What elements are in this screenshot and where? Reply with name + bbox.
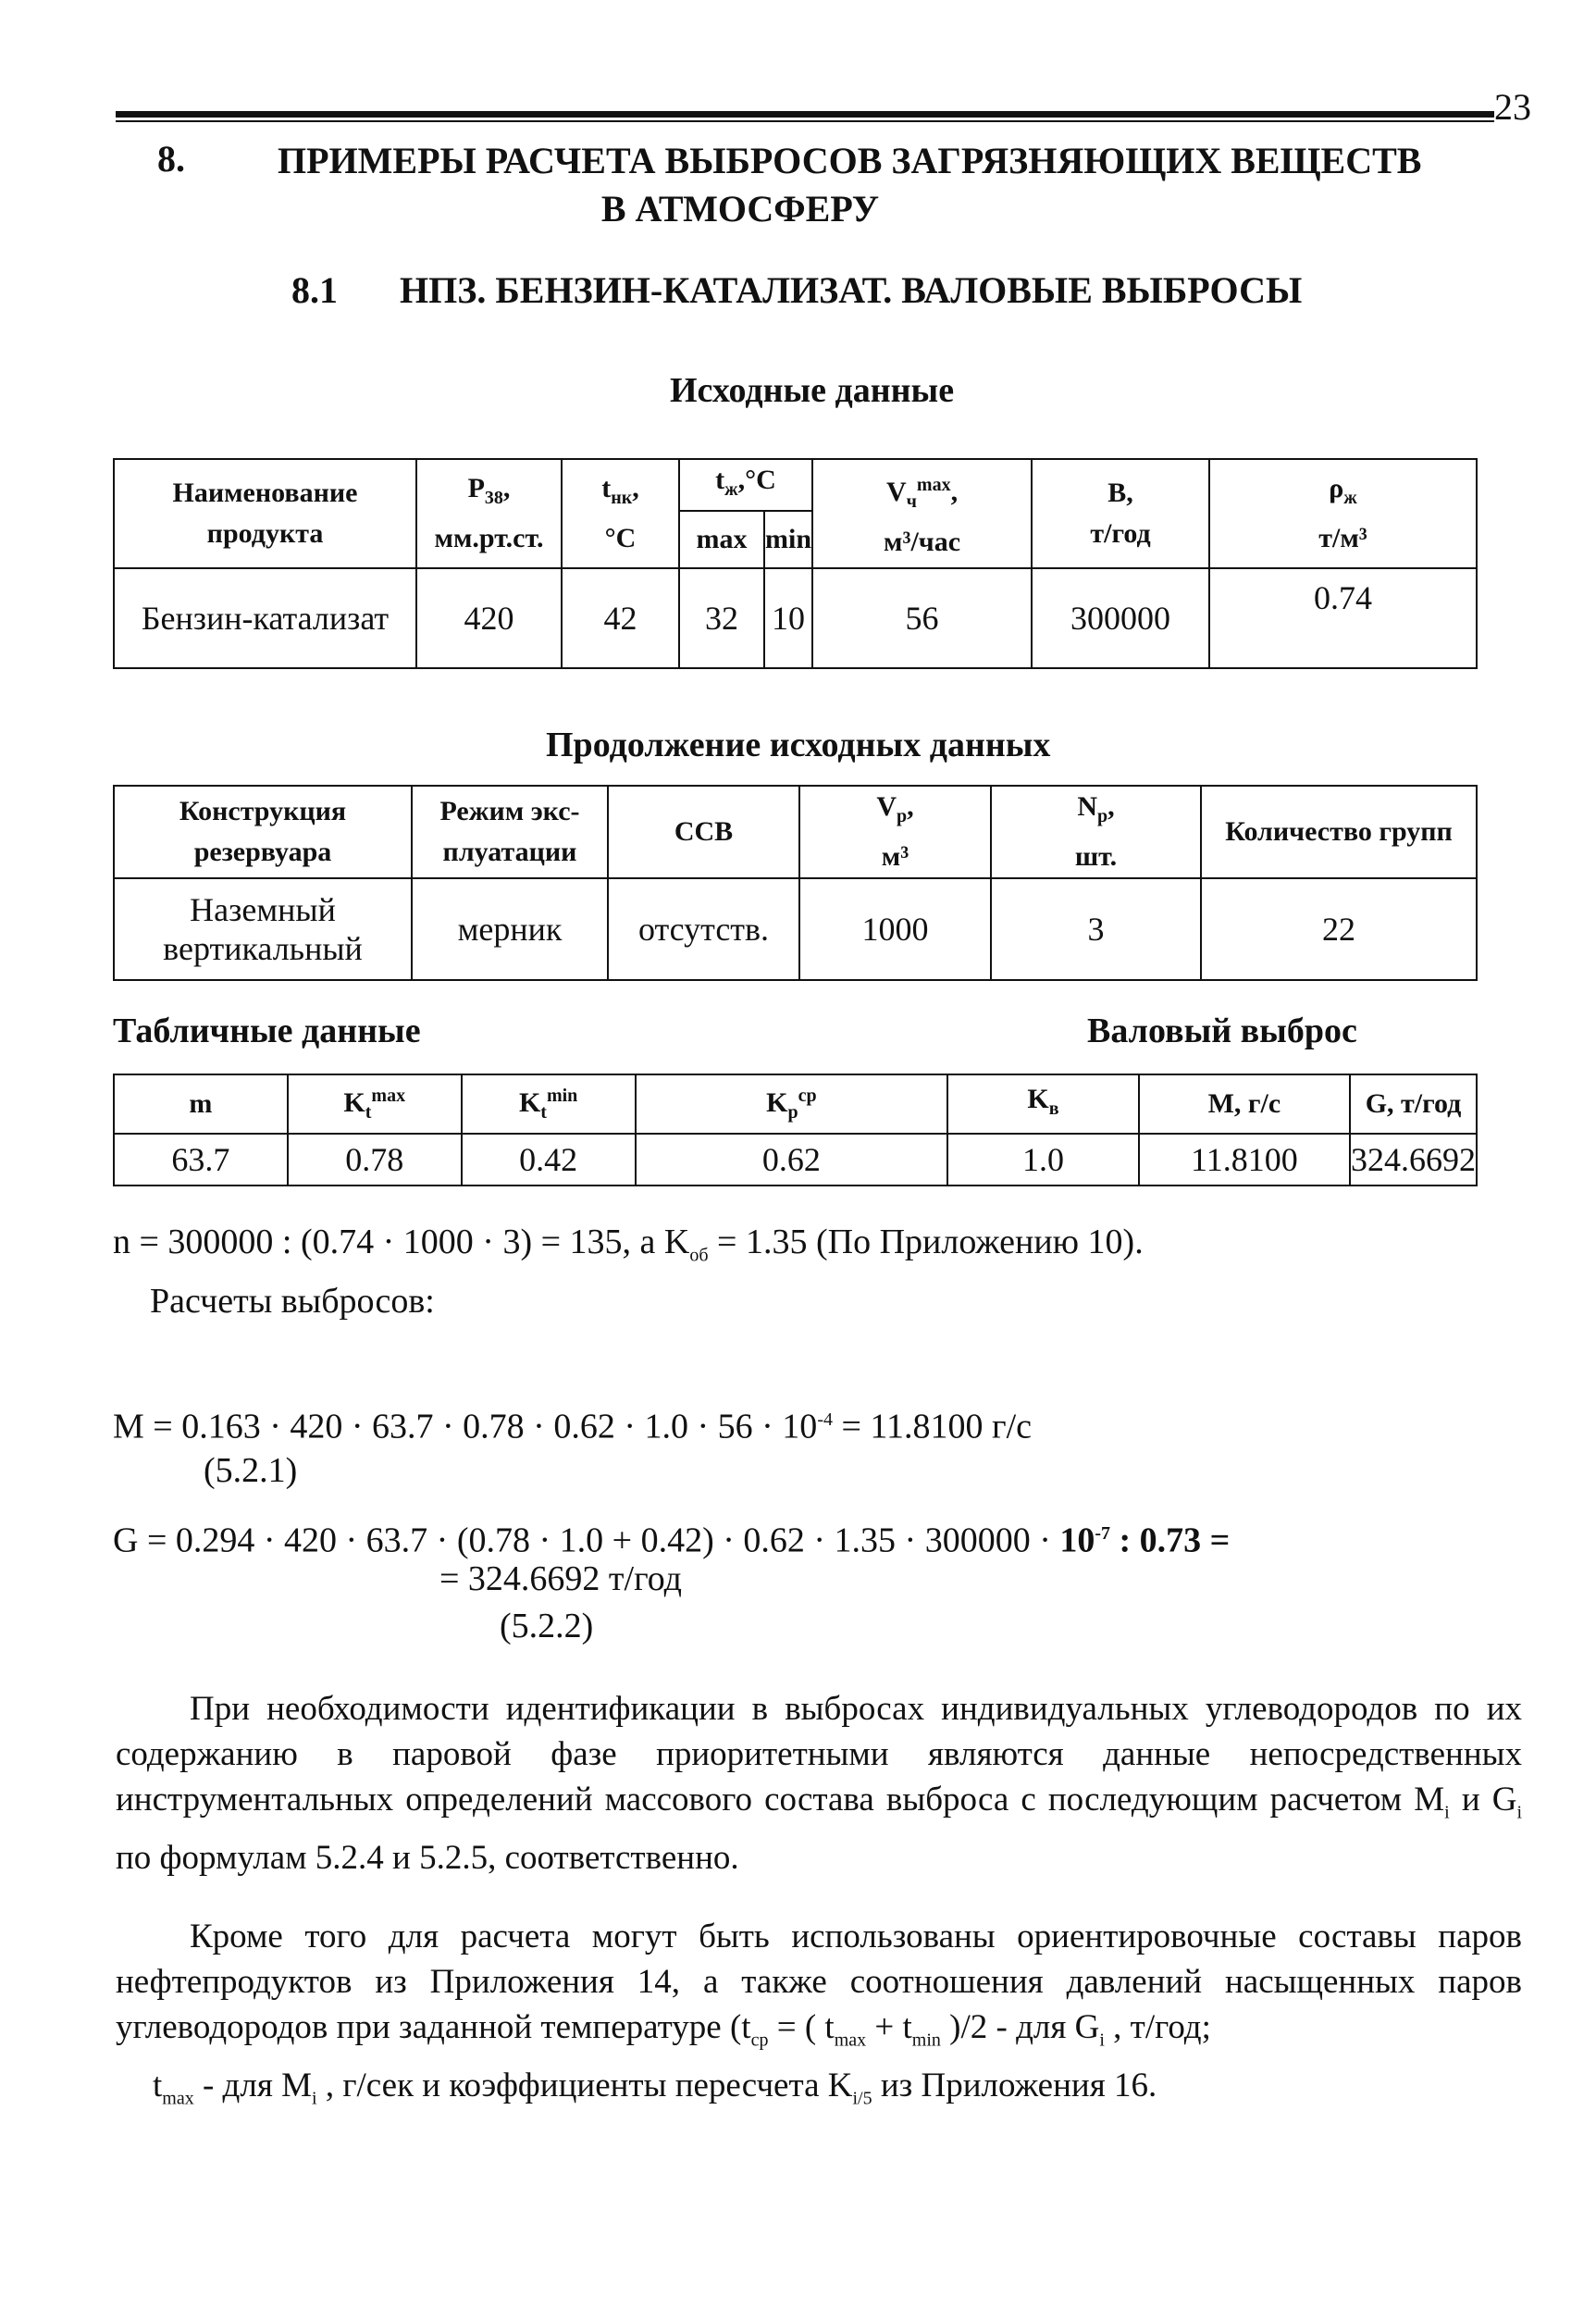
- t2-h-construction: Конструкция резервуара: [114, 786, 412, 878]
- t1-h-b: B, т/год: [1032, 459, 1209, 568]
- t3-ktmax: 0.78: [288, 1134, 462, 1186]
- t1-vch: 56: [812, 568, 1032, 668]
- t2-mode: мерник: [412, 878, 608, 980]
- table1-caption: Исходные данные: [670, 371, 955, 410]
- table3-caption-left: Табличные данные: [113, 1012, 421, 1050]
- t1-h-tmin: min: [764, 511, 812, 568]
- header-rule: [116, 111, 1494, 118]
- table2-caption: Продолжение исходных данных: [546, 726, 1051, 764]
- table1: [113, 458, 1478, 669]
- subsection-number: 8.1: [291, 269, 338, 311]
- t3-h-G: G, т/год: [1350, 1074, 1477, 1134]
- subsection-title: НПЗ. БЕНЗИН-КАТАЛИЗАТ. ВАЛОВЫЕ ВЫБРОСЫ: [400, 269, 1303, 311]
- t3-ktmin: 0.42: [462, 1134, 636, 1186]
- t3-M: 11.8100: [1139, 1134, 1350, 1186]
- t3-kpsr: 0.62: [636, 1134, 948, 1186]
- section-title: [278, 137, 1508, 233]
- t3-h-M: M, г/с: [1139, 1074, 1350, 1134]
- t1-tnk: 42: [562, 568, 679, 668]
- t3-kv: 1.0: [947, 1134, 1139, 1186]
- t3-h-m: m: [114, 1074, 288, 1134]
- t1-tmax: 32: [679, 568, 764, 668]
- t3-G: 324.6692: [1350, 1134, 1477, 1186]
- t3-m: 63.7: [114, 1134, 288, 1186]
- t1-h-p38: $P_{38}$, мм.рт.ст.: [416, 459, 562, 568]
- t3-h-kv: $K_в$: [947, 1074, 1139, 1134]
- t3-h-ktmin: $K_t^{min}$: [462, 1074, 636, 1134]
- g-formula-result: = 324.6692 т/год: [439, 1559, 682, 1598]
- t1-b: 300000: [1032, 568, 1209, 668]
- t2-ssv: отсутств.: [608, 878, 799, 980]
- t2-h-ssv: ССВ: [608, 786, 799, 878]
- header-rule-thin: [116, 120, 1494, 122]
- section-title-line2: В АТМОСФЕРУ: [600, 188, 880, 230]
- t1-name: Бензин-катализат: [114, 568, 416, 668]
- m-formula-ref: (5.2.1): [204, 1451, 298, 1490]
- t2-vr: 1000: [799, 878, 991, 980]
- table3-caption-right: Валовый выброс: [1087, 1012, 1357, 1050]
- t1-h-name: Наименование продукта: [114, 459, 416, 568]
- t1-h-vch: $V_ч^{max}$, м³/час: [812, 459, 1032, 568]
- paragraph-1: При необходимости идентификации в выбросах индивидуальных углеводородов по их содержанию в паровой фазе приоритетными являются данные непосредственных инструментальных определений массового состава выброса с последующим расчетом $M_i$ и $G_i$ по формулам 5.2.4 и 5.2.5, соответственно.: [116, 1690, 1522, 1878]
- t2-h-nr: $N_р$, шт.: [991, 786, 1201, 878]
- t1-h-tzh: $t_ж,^\circ С$: [679, 459, 812, 511]
- table3: [113, 1074, 1478, 1186]
- page-number: 23: [1494, 86, 1531, 128]
- t1-p38: 420: [416, 568, 562, 668]
- t3-h-ktmax: $K_t^{max}$: [288, 1074, 462, 1134]
- g-formula: $G = 0.294 \cdot 420 \cdot 63.7 \cdot (0.78 \cdot 1.0 + 0.42) \cdot 0.62 \cdot 1.35 \cdot 300000 \cdot 10^{-7}$ : 0.73 =: [113, 1521, 1231, 1560]
- section-number: 8.: [157, 138, 185, 180]
- table2: [113, 785, 1478, 981]
- calc-label: Расчеты выбросов:: [150, 1282, 435, 1321]
- t2-construction: Наземный вертикальный: [114, 878, 412, 980]
- t2-h-vr: $V_р$, м³: [799, 786, 991, 878]
- m-formula: $M = 0.163 \cdot 420 \cdot 63.7 \cdot 0.78 \cdot 0.62 \cdot 1.0 \cdot 56 \cdot 10^{-4} = 11.8100$ г/с: [113, 1407, 1033, 1446]
- t3-h-kpsr: $K_p^{ср}$: [636, 1074, 948, 1134]
- t1-h-tmax: max: [679, 511, 764, 568]
- g-formula-ref: (5.2.2): [500, 1607, 594, 1645]
- t2-groups: 22: [1201, 878, 1477, 980]
- section-title-line1: ПРИМЕРЫ РАСЧЕТА ВЫБРОСОВ ЗАГРЯЗНЯЮЩИХ ВЕЩЕСТВ: [278, 140, 1422, 181]
- t2-nr: 3: [991, 878, 1201, 980]
- t1-tmin: 10: [764, 568, 812, 668]
- t1-h-tnk: $t_{нк}$, °С: [562, 459, 679, 568]
- t1-rho: 0.74: [1209, 568, 1477, 668]
- t2-h-mode: Режим экс-плуатации: [412, 786, 608, 878]
- n-calc-line: n = 300000 : (0.74 · 1000 · 3) = 135, а $K_{об} = 1.35$ (По Приложению 10).: [113, 1223, 1144, 1266]
- paragraph-2: Кроме того для расчета могут быть использованы ориентировочные составы паров нефтепродуктов из Приложения 14, а также соотношения давлений насыщенных паров углеводородов при заданной температуре ($t_{ср}$ = ( $t_{max} + t_{min}$ )/2 - для $G_i$ , т/год; $t_{max}$ - для $M_i$ , г/сек и коэффициенты пересчета $K_{i/5}$ из Приложения 16.: [116, 1918, 1522, 2109]
- t1-h-rho: $\rho_ж$ т/м³: [1209, 459, 1477, 568]
- t2-h-groups: Количество групп: [1201, 786, 1477, 878]
